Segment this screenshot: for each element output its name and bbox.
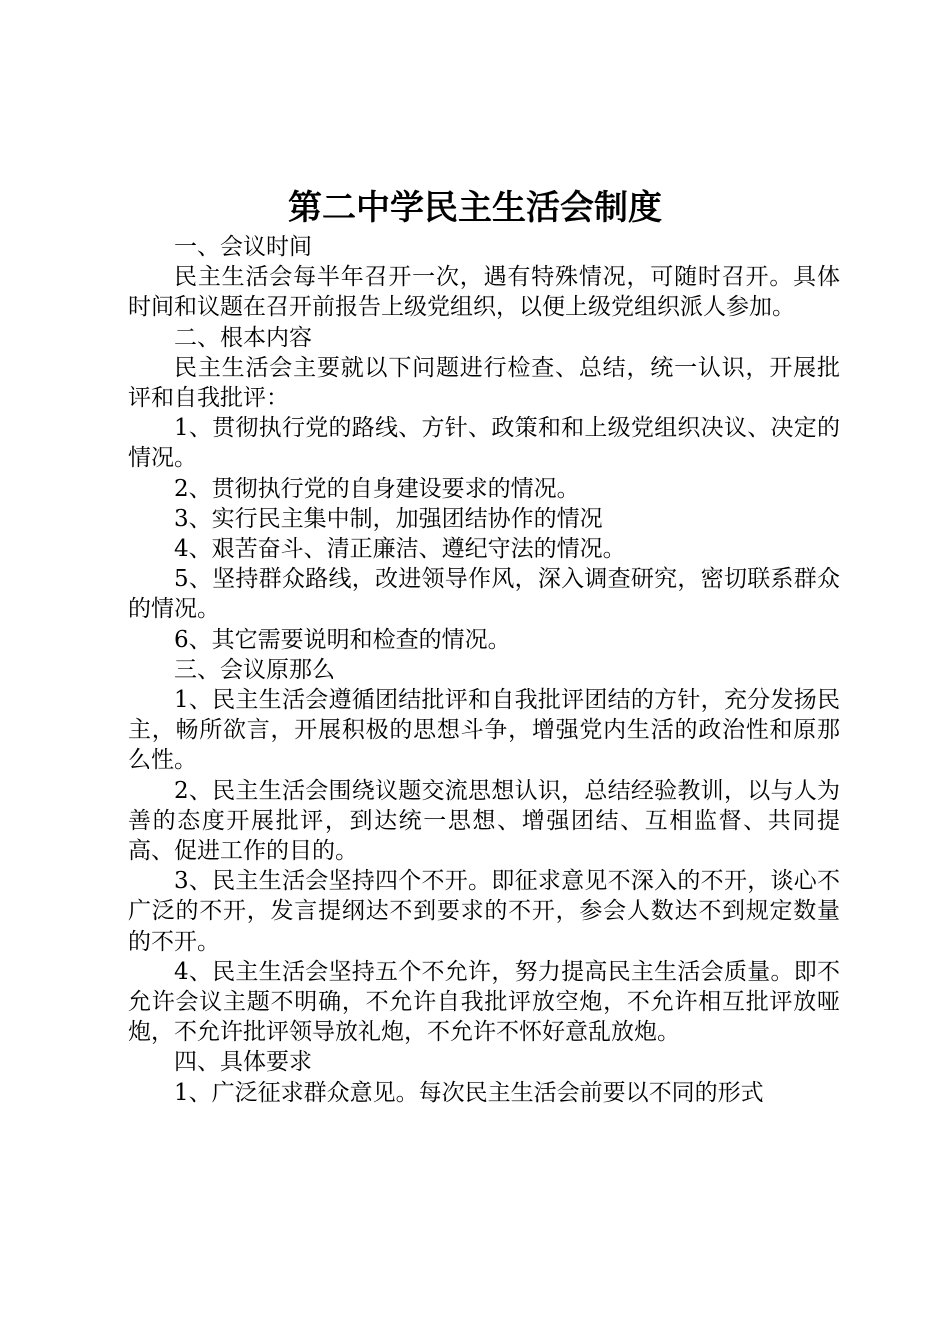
list-item: 1、民主生活会遵循团结批评和自我批评团结的方针，充分发扬民主，畅所欲言，开展积极的思想斗争，增强党内生活的政治性和原那么性。	[128, 687, 840, 774]
list-item: 3、实行民主集中制，加强团结协作的情况	[174, 505, 603, 532]
list-item: 1、广泛征求群众意见。每次民主生活会前要以不同的形式	[174, 1079, 764, 1106]
list-item: 6、其它需要说明和检查的情况。	[174, 626, 511, 653]
section-heading-meeting-principles: 三、会议原那么	[174, 656, 335, 683]
list-item: 5、坚持群众路线，改进领导作风，深入调查研究，密切联系群众的情况。	[128, 566, 840, 623]
list-item: 2、贯彻执行党的自身建设要求的情况。	[174, 475, 580, 502]
document-body	[128, 232, 840, 1108]
list-item: 3、民主生活会坚持四个不开。即征求意见不深入的不开，谈心不广泛的不开，发言提纲达不到要求的不开，参会人数达不到规定数量的不开。	[128, 868, 840, 955]
list-item: 1、贯彻执行党的路线、方针、政策和和上级党组织决议、决定的情况。	[128, 415, 840, 472]
section-heading-basic-content: 二、根本内容	[174, 324, 312, 351]
document-title: 第二中学民主生活会制度	[288, 188, 662, 228]
paragraph: 民主生活会每半年召开一次，遇有特殊情况，可随时召开。具体时间和议题在召开前报告上级党组织，以便上级党组织派人参加。	[128, 264, 840, 321]
list-item: 4、艰苦奋斗、清正廉洁、遵纪守法的情况。	[174, 536, 626, 563]
section-heading-meeting-time: 一、会议时间	[174, 234, 312, 260]
section-heading-specific-requirements: 四、具体要求	[174, 1049, 312, 1076]
list-item: 2、民主生活会围绕议题交流思想认识，总结经验教训，以与人为善的态度开展批评，到达统一思想、增强团结、互相监督、共同提高、促进工作的目的。	[128, 777, 840, 865]
list-item: 4、民主生活会坚持五个不允许，努力提高民主生活会质量。即不允许会议主题不明确，不允许自我批评放空炮，不允许相互批评放哑炮，不允许批评领导放礼炮，不允许不怀好意乱放炮。	[128, 958, 840, 1046]
paragraph: 民主生活会主要就以下问题进行检查、总结，统一认识，开展批评和自我批评：	[128, 354, 840, 412]
